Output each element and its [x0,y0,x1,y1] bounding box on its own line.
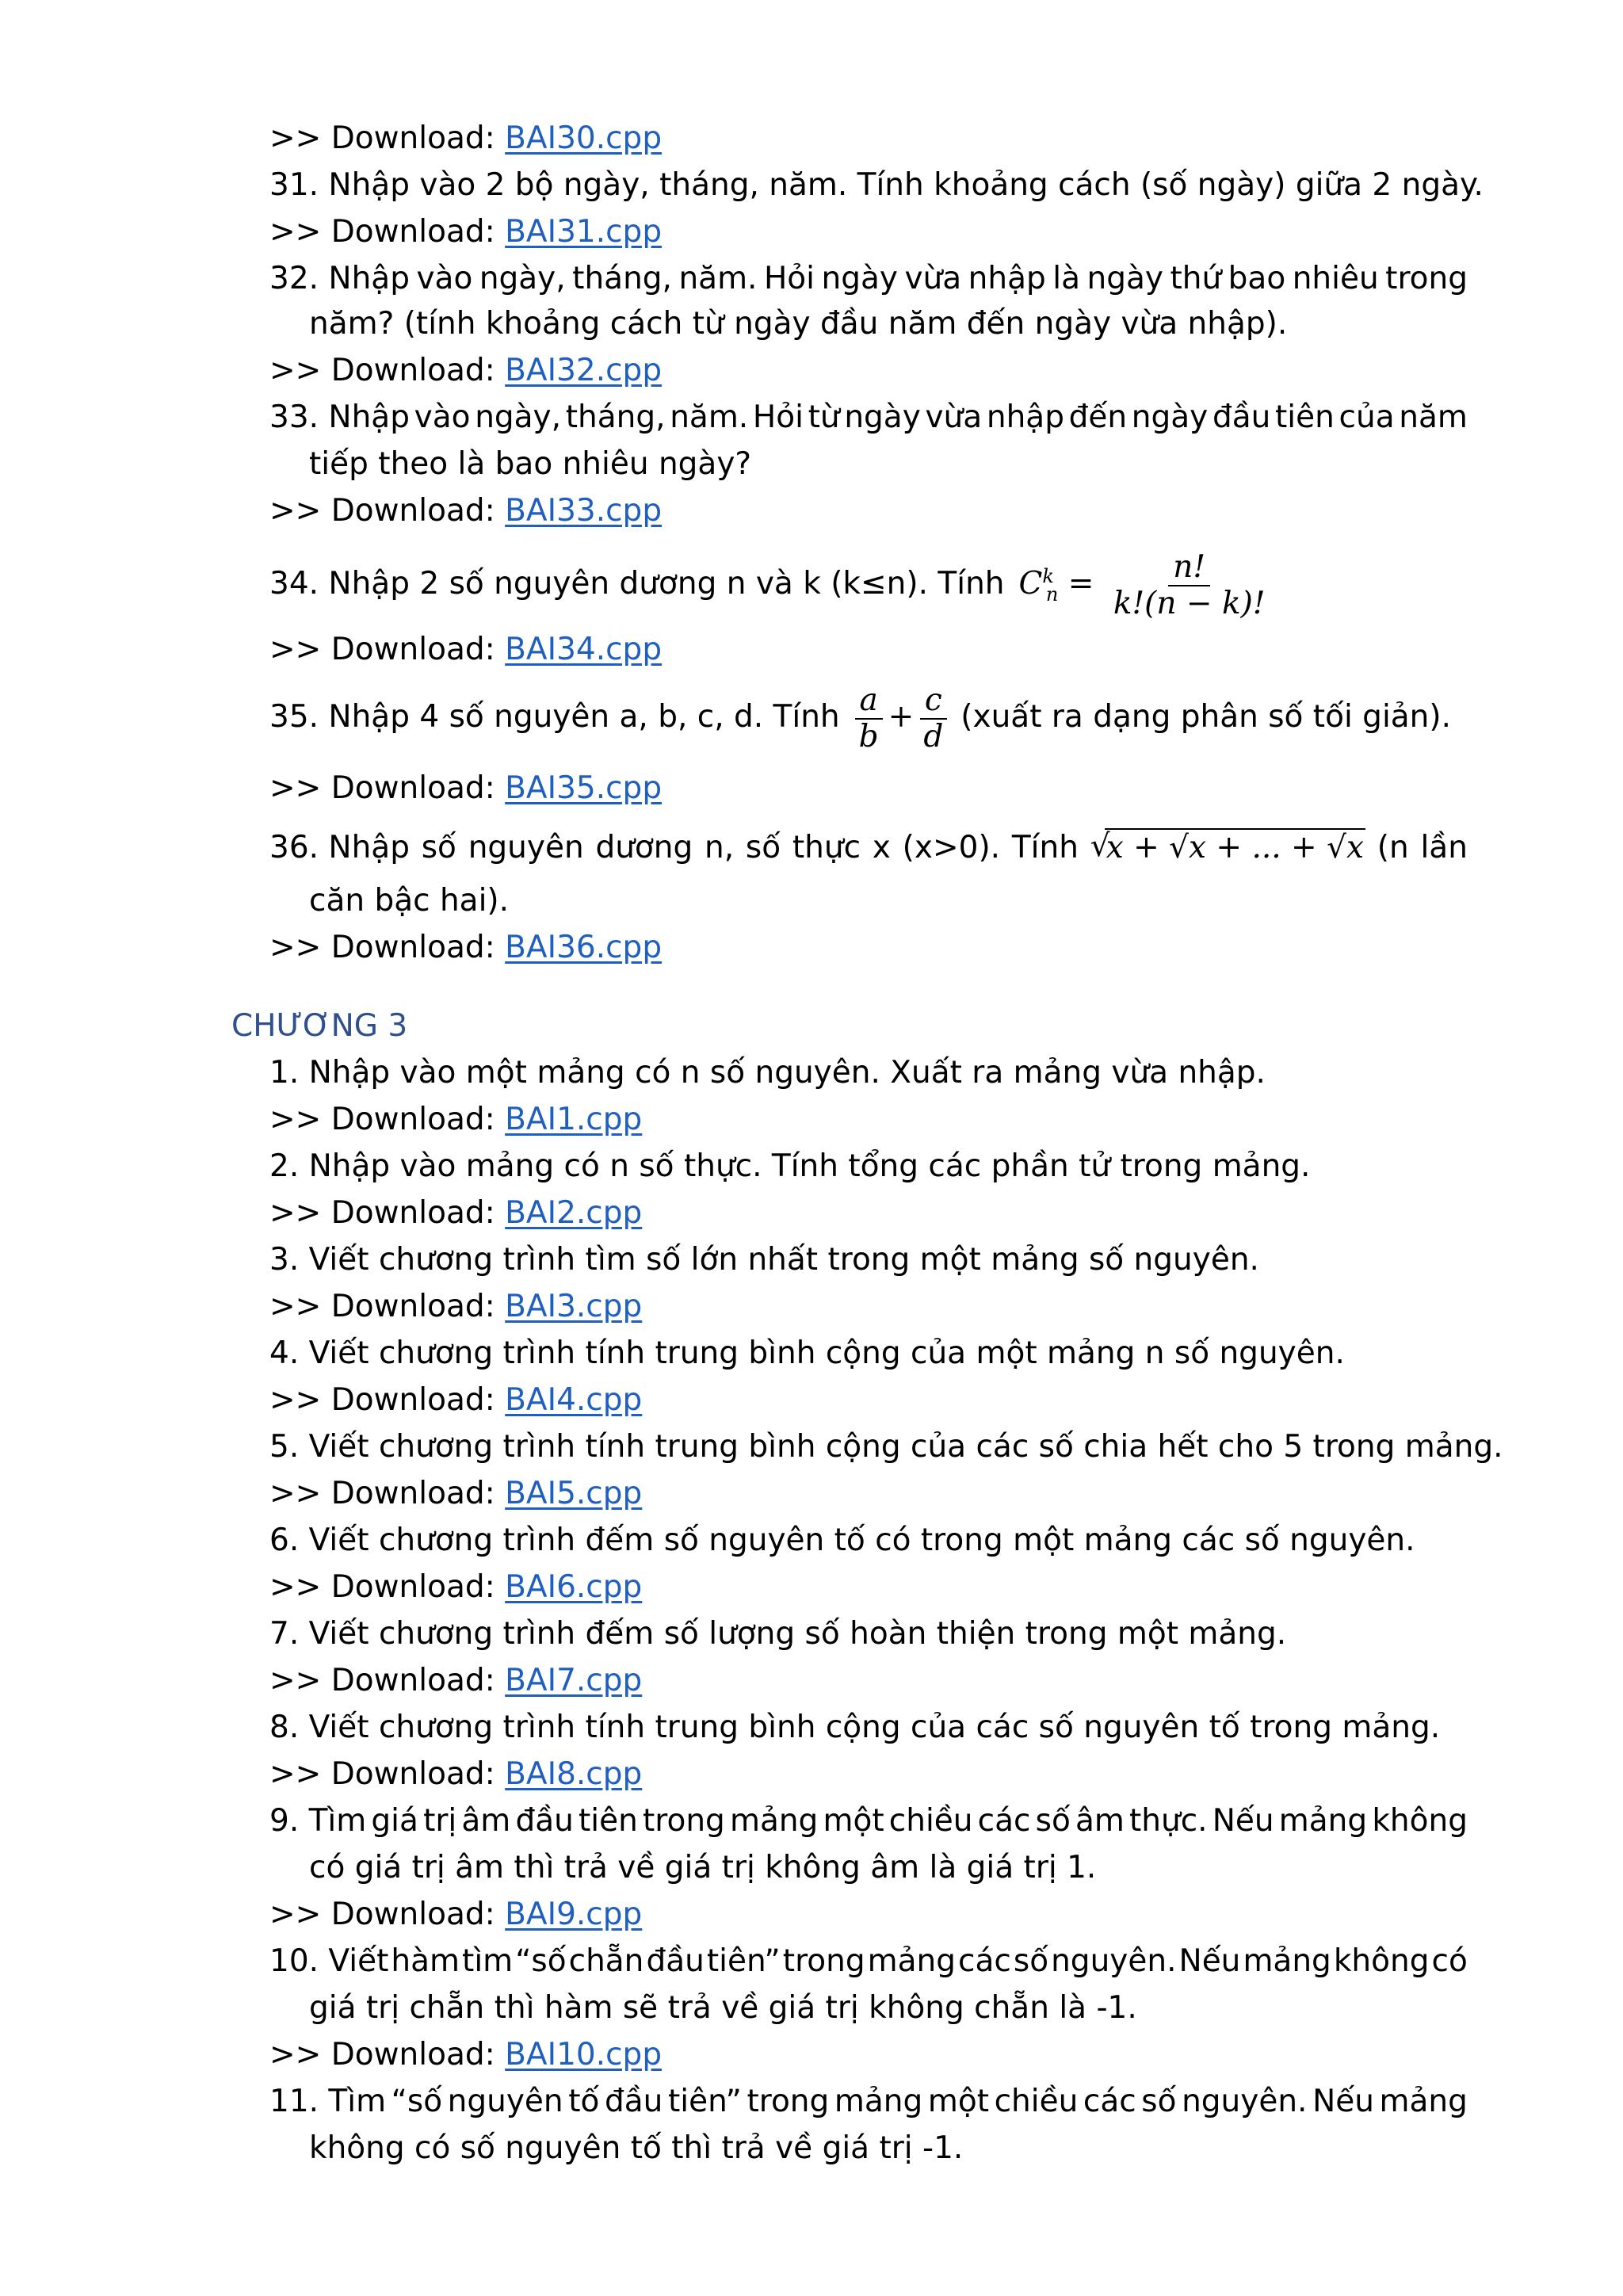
word: ngày, [479,261,566,296]
fraction-denominator: b [858,719,879,755]
download-prefix: >> Download: [269,930,506,965]
download-line [269,1287,642,1327]
word: số [1013,1943,1049,1979]
word: mảng [1243,1943,1331,1979]
item-text [269,259,1468,299]
word: (n [1377,830,1409,865]
word: 10. Viết [269,1943,389,1979]
word: tố [568,2084,600,2119]
word: tìm [462,1943,514,1979]
word: đầu [1212,399,1271,435]
word: trong [1385,261,1468,296]
word: chẵn [568,1943,644,1979]
word: năm [1399,399,1468,435]
word: 11. Tìm [269,2084,387,2119]
word: trong [782,1943,865,1979]
fraction-denominator: d [923,719,944,755]
fraction-c-d [918,683,948,755]
word: một [927,2084,989,2119]
word: thực [792,830,861,865]
item-text: căn bậc hai). [309,883,510,919]
word: đầu [604,2084,663,2119]
item-text [269,816,1468,880]
word: nhiêu [1292,261,1379,296]
word: Hỏi [752,399,804,435]
word: Nếu [1178,1943,1241,1979]
download-prefix: >> Download: [269,214,506,250]
download-line [269,119,662,159]
word: âm [1075,1803,1125,1839]
download-link[interactable]: BAI3.cpp [505,1289,643,1324]
download-link[interactable]: BAI1.cpp [505,1102,643,1137]
download-prefix: >> Download: [269,770,506,806]
item-text: 31. Nhập vào 2 bộ ngày, tháng, năm. Tính khoảng cách (số ngày) giữa 2 ngày. [269,167,1484,203]
download-line [269,351,662,391]
word: số [1035,1803,1071,1839]
word: tiên [1275,399,1335,435]
word: bao [1228,261,1286,296]
item-text: giá trị chẵn thì hàm sẽ trả về giá trị không chẵn là -1. [309,1990,1137,2026]
word: lần [1420,830,1468,865]
word: không [1333,1943,1430,1979]
download-link[interactable]: BAI10.cpp [505,2037,663,2073]
word: 33. Nhập [269,399,410,435]
item-text [269,541,1275,630]
word: trị [423,1803,457,1839]
word: ngày [1131,399,1209,435]
download-prefix: >> Download: [269,120,506,156]
download-line [269,1100,642,1140]
word: số [1141,2084,1177,2119]
item-text: có giá trị âm thì trả về giá trị không âm là giá trị 1. [309,1850,1097,1885]
download-link[interactable]: BAI33.cpp [505,493,663,529]
word: tháng, [565,399,666,435]
word: năm. [670,399,749,435]
item-35-after: (xuất ra dạng phân số tối giản). [960,699,1452,735]
download-prefix: >> Download: [269,2037,506,2073]
download-line [269,1381,642,1420]
word: năm. [678,261,758,296]
word: ngày, [475,399,562,435]
download-prefix: >> Download: [269,353,506,388]
word: ngày [844,399,921,435]
item-text: không có số nguyên tố thì trả về giá trị -1. [309,2130,964,2166]
word: vừa [904,261,962,296]
download-prefix: >> Download: [269,1756,506,1792]
word: Hỏi [763,261,815,296]
download-line [269,2035,662,2075]
fraction-sum-formula [850,682,953,755]
word: một [823,1803,884,1839]
word: 9. Tìm [269,1803,367,1839]
download-line [269,1568,642,1607]
word: mảng [867,1943,957,1979]
item-35-text: 35. Nhập 4 số nguyên a, b, c, d. Tính [269,699,840,735]
download-line [269,928,662,968]
item-text [269,398,1468,437]
word: âm [461,1803,511,1839]
item-text: 7. Viết chương trình đếm số lượng số hoàn thiện trong một mảng. [269,1616,1287,1652]
word: chiều [888,1803,973,1839]
word: vào [416,261,473,296]
download-line [269,630,662,670]
binomial-formula: $C^k_n$ = $\frac{n!}{k!(n - k)!}$ [1019,566,1275,602]
word: vừa [925,399,983,435]
word: 36. Nhập [269,830,410,865]
download-link[interactable]: BAI35.cpp [505,770,663,806]
word: “số [391,2084,443,2119]
word: tháng, [572,261,672,296]
word: nhập [968,261,1046,296]
item-text: 2. Nhập vào mảng có n số thực. Tính tổng các phần tử trong mảng. [269,1148,1311,1184]
download-line [269,1755,642,1794]
download-line [269,1661,642,1701]
download-prefix: >> Download: [269,1382,506,1418]
word: dương [595,830,693,865]
download-link[interactable]: BAI32.cpp [505,353,663,388]
item-34-text: 34. Nhập 2 số nguyên dương n và k (k≤n). Tính [269,566,1005,602]
formula-n: n [1045,583,1059,606]
word: thứ [1170,261,1222,296]
word: đến [1068,399,1128,435]
item-text: 8. Viết chương trình tính trung bình cộng của các số nguyên tố trong mảng. [269,1710,1441,1745]
word: nguyên. [1051,1943,1177,1979]
download-prefix: >> Download: [269,1569,506,1605]
word: n, [705,830,735,865]
fraction-numerator: a [855,683,883,720]
word: giá [371,1803,418,1839]
plus-sign: + [888,699,915,735]
download-prefix: >> Download: [269,1897,506,1932]
word: số [421,830,456,865]
word: ngày [821,261,898,296]
word: mảng [834,2084,923,2119]
download-link[interactable]: BAI7.cpp [505,1663,643,1698]
download-line [269,769,662,808]
word: nguyên [447,2084,563,2119]
formula-c: C [1018,566,1043,602]
word: (x>0). [902,830,1001,865]
word: nguyên. [1182,2084,1308,2119]
download-prefix: >> Download: [269,632,506,667]
word: mảng [1379,2084,1468,2119]
download-link[interactable]: BAI30.cpp [505,120,663,156]
item-text: 5. Viết chương trình tính trung bình cộng của các số chia hết cho 5 trong mảng. [269,1429,1503,1465]
fraction-numerator: c [920,683,947,720]
fraction-a-b [854,683,884,755]
item-text [269,2082,1468,2122]
download-line [269,212,662,252]
radical-expression: x + √x + ... + √x [1106,830,1364,865]
item-text: 1. Nhập vào một mảng có n số nguyên. Xuất ra mảng vừa nhập. [269,1055,1266,1091]
download-link[interactable]: BAI8.cpp [505,1756,643,1792]
item-text [269,1942,1468,1981]
download-link[interactable]: BAI4.cpp [505,1382,643,1418]
chapter-heading: CHƯƠNG 3 [231,1008,408,1044]
download-line [269,491,662,531]
word: hàm [391,1943,460,1979]
word: tiên [578,1803,638,1839]
word: thực. [1129,1803,1208,1839]
download-link[interactable]: BAI9.cpp [505,1897,643,1932]
word: mảng [1278,1803,1368,1839]
word: đầu [515,1803,574,1839]
download-link[interactable]: BAI6.cpp [505,1569,643,1605]
word: x [872,830,891,865]
word: 32. Nhập [269,261,410,296]
download-prefix: >> Download: [269,493,506,529]
item-text: 4. Viết chương trình tính trung bình cộng của một mảng n số nguyên. [269,1335,1345,1371]
fraction-numerator: n! [1168,550,1210,586]
word: mảng [729,1803,819,1839]
download-prefix: >> Download: [269,1102,506,1137]
item-text [269,1801,1468,1841]
word: các [958,1943,1011,1979]
download-link[interactable]: BAI34.cpp [505,632,663,667]
word: là [1052,261,1080,296]
word: Tính [1011,830,1079,865]
download-link[interactable]: BAI2.cpp [505,1195,643,1231]
formula-k: k [1042,565,1054,587]
word: của [1338,399,1395,435]
download-line [269,1194,642,1233]
fraction-denominator: k!(n − k)! [1113,586,1266,621]
word: nhập [986,399,1064,435]
word: có [1431,1943,1468,1979]
word: đầu [646,1943,705,1979]
item-text: 6. Viết chương trình đếm số nguyên tố có trong một mảng các số nguyên. [269,1522,1415,1558]
word: ngày [1086,261,1163,296]
nested-radical-formula [1090,816,1365,880]
word: từ [808,399,840,435]
download-line [269,1895,642,1935]
word: số [745,830,781,865]
word: trong [747,2084,830,2119]
download-link[interactable]: BAI5.cpp [505,1476,643,1511]
word: các [977,1803,1031,1839]
word: không [1372,1803,1468,1839]
item-text: tiếp theo là bao nhiêu ngày? [309,446,752,482]
word: Nếu [1312,2084,1374,2119]
download-link[interactable]: BAI36.cpp [505,930,663,965]
download-line [269,1474,642,1514]
word: vào [414,399,471,435]
formula-fraction [1109,550,1270,621]
item-text: năm? (tính khoảng cách từ ngày đầu năm đến ngày vừa nhập). [309,306,1288,342]
word: tiên” [706,1943,781,1979]
item-text: 3. Viết chương trình tìm số lớn nhất trong một mảng số nguyên. [269,1242,1259,1278]
download-prefix: >> Download: [269,1476,506,1511]
download-prefix: >> Download: [269,1289,506,1324]
word: chiều [994,2084,1079,2119]
download-prefix: >> Download: [269,1663,506,1698]
item-text [269,682,1451,755]
word: trong [642,1803,725,1839]
word: Nếu [1212,1803,1274,1839]
word: nguyên [468,830,584,865]
word: các [1083,2084,1136,2119]
download-prefix: >> Download: [269,1195,506,1231]
word: “số [515,1943,567,1979]
word: tiên” [667,2084,742,2119]
download-link[interactable]: BAI31.cpp [505,214,663,250]
